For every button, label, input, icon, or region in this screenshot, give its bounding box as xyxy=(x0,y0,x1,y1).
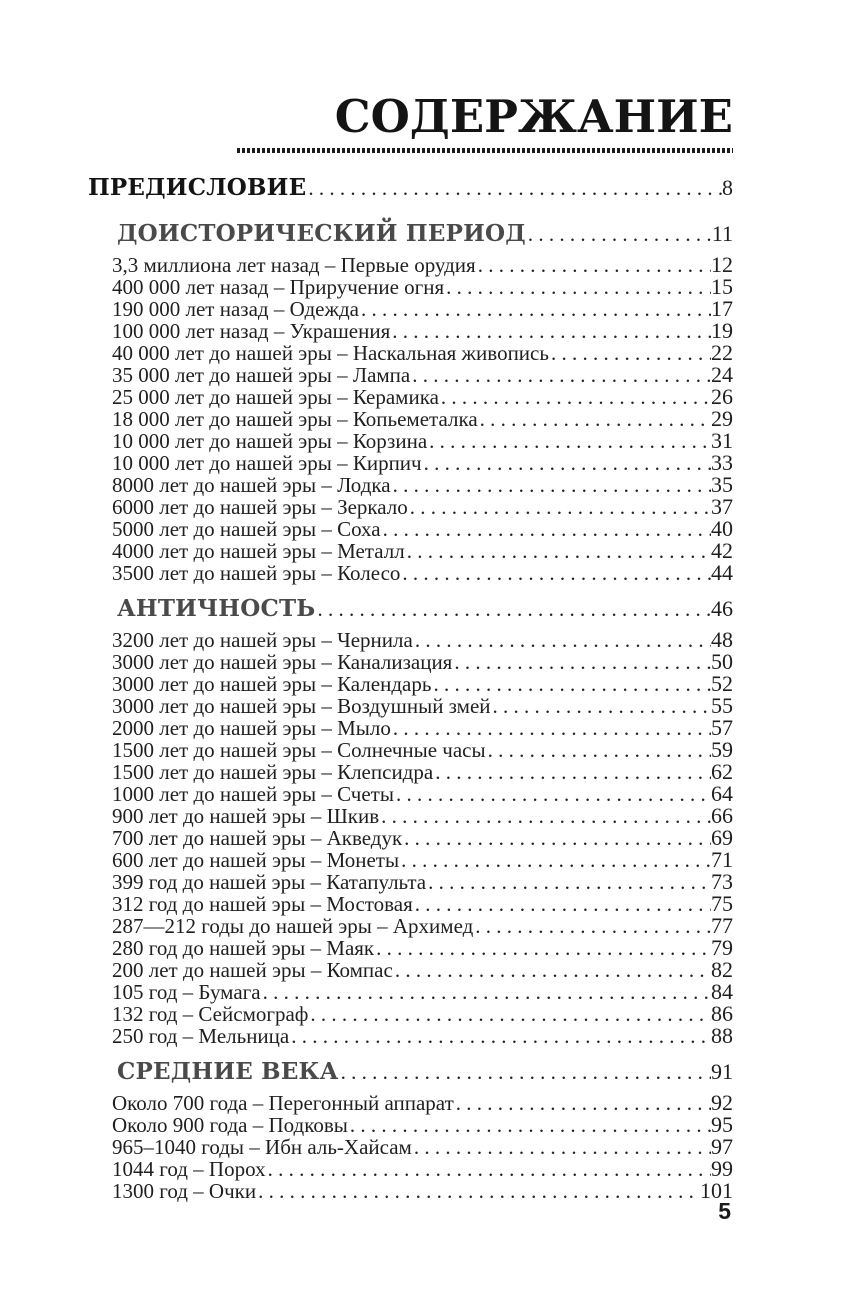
toc-entry xyxy=(112,320,733,342)
toc-entry-label: 3500 лет до нашей эры – Колесо xyxy=(112,561,401,585)
toc-entry-page: 31 xyxy=(711,428,733,453)
dot-leader xyxy=(400,562,711,584)
toc-entry-page: 71 xyxy=(711,847,733,872)
toc-entry xyxy=(112,496,733,518)
toc-entry-label: 3,3 миллиона лет назад – Первые орудия xyxy=(112,253,476,277)
dot-leader xyxy=(491,695,711,717)
toc-entry-page: 84 xyxy=(711,979,733,1004)
toc-entry xyxy=(112,673,733,695)
dot-leader xyxy=(444,276,711,298)
toc-entry-page: 55 xyxy=(711,693,733,718)
toc-entry-page: 42 xyxy=(711,538,733,563)
dot-leader xyxy=(478,408,711,430)
toc-section-header xyxy=(117,596,733,622)
toc-entry-page: 48 xyxy=(711,627,733,652)
dot-leader xyxy=(308,1003,711,1025)
toc-section-header xyxy=(117,221,733,247)
toc-entry-page: 29 xyxy=(711,406,733,431)
toc-entry xyxy=(112,1114,733,1136)
toc-entry xyxy=(112,518,733,540)
dot-leader xyxy=(266,1158,711,1180)
dot-leader xyxy=(405,540,711,562)
toc-entry-page: 77 xyxy=(711,913,733,938)
toc-entry xyxy=(112,937,733,959)
toc-entry xyxy=(112,959,733,981)
toc-entry-label: 600 лет до нашей эры – Монеты xyxy=(112,848,400,872)
toc-entry-label: 965–1040 годы – Ибн аль-Хайсам xyxy=(112,1135,412,1159)
toc-entry xyxy=(112,871,733,893)
toc-section-header xyxy=(117,1059,733,1085)
toc-entry xyxy=(112,562,733,584)
toc-entry-page: 88 xyxy=(711,1023,733,1048)
toc-entry-label: 3000 лет до нашей эры – Календарь xyxy=(112,672,432,696)
page-title: СОДЕРЖАНИЕ xyxy=(334,90,733,143)
toc-entry-label: 5000 лет до нашей эры – Соха xyxy=(112,517,381,541)
toc-entry-label: 190 000 лет назад – Одежда xyxy=(112,297,359,321)
toc-entry-page: 59 xyxy=(711,737,733,762)
toc-entry-page: 86 xyxy=(711,1001,733,1026)
dot-leader xyxy=(390,320,711,342)
toc-entry-page: 35 xyxy=(711,472,733,497)
toc-entry-label: 10 000 лет до нашей эры – Кирпич xyxy=(112,451,422,475)
dot-leader xyxy=(315,596,711,622)
dot-leader xyxy=(381,518,711,540)
toc-entry xyxy=(112,254,733,276)
toc-entry-label: 35 000 лет до нашей эры – Лампа xyxy=(112,363,411,387)
toc-entry-label: 312 год до нашей эры – Мостовая xyxy=(112,892,413,916)
toc-entry-page: 91 xyxy=(711,1059,733,1084)
toc-entry-page: 44 xyxy=(711,560,733,585)
dot-leader xyxy=(433,761,711,783)
toc-entry-label: 1500 лет до нашей эры – Клепсидра xyxy=(112,760,434,784)
dot-leader xyxy=(427,430,711,452)
toc-entry-label: 280 год до нашей эры – Маяк xyxy=(112,936,375,960)
dot-leader xyxy=(374,937,711,959)
toc-entry xyxy=(112,739,733,761)
toc-entry-page: 73 xyxy=(711,869,733,894)
toc-entry-page: 26 xyxy=(711,384,733,409)
toc-entry xyxy=(112,298,733,320)
toc-entry-page: 19 xyxy=(711,318,733,343)
toc-entry xyxy=(112,717,733,739)
toc-entry-label: 4000 лет до нашей эры – Металл xyxy=(112,539,405,563)
toc-entry-page: 8 xyxy=(722,175,733,200)
toc-entry-preface xyxy=(88,175,733,201)
toc-entry-label: 1000 лет до нашей эры – Счеты xyxy=(112,782,394,806)
dot-leader xyxy=(413,893,711,915)
dot-leader xyxy=(339,1059,711,1085)
toc-entry-label: 400 000 лет назад – Приручение огня xyxy=(112,275,445,299)
dot-leader xyxy=(526,221,712,247)
toc-entry-label: 700 лет до нашей эры – Акведук xyxy=(112,826,403,850)
toc-entry-label: 287—212 годы до нашей эры – Архимед xyxy=(112,914,474,938)
toc-entry-page: 62 xyxy=(711,759,733,784)
toc-entry-label: 40 000 лет до нашей эры – Наскальная живопись xyxy=(112,341,549,365)
toc-entry-page: 22 xyxy=(711,340,733,365)
toc-entry-page: 79 xyxy=(711,935,733,960)
dot-leader xyxy=(359,298,711,320)
toc-entry xyxy=(112,540,733,562)
toc-entry-page: 99 xyxy=(711,1156,733,1181)
toc-entry xyxy=(112,430,733,452)
dot-leader xyxy=(256,1180,700,1202)
table-of-contents xyxy=(88,175,733,1202)
dot-leader xyxy=(454,1092,711,1114)
toc-entry-page: 37 xyxy=(711,494,733,519)
toc-entry-label: 3000 лет до нашей эры – Воздушный змей xyxy=(112,694,491,718)
toc-entry xyxy=(112,783,733,805)
toc-entry-page: 95 xyxy=(711,1112,733,1137)
toc-entry-page: 46 xyxy=(711,596,733,621)
dot-leader xyxy=(439,386,711,408)
dot-leader xyxy=(452,651,711,673)
toc-entry xyxy=(112,629,733,651)
toc-entry xyxy=(112,364,733,386)
toc-entry-label: 250 год – Мельница xyxy=(112,1024,290,1048)
toc-entry xyxy=(112,408,733,430)
toc-entry xyxy=(112,474,733,496)
toc-entry-page: 75 xyxy=(711,891,733,916)
toc-entry-label: 100 000 лет назад – Украшения xyxy=(112,319,391,343)
toc-entry-label: 3000 лет до нашей эры – Канализация xyxy=(112,650,453,674)
dot-leader xyxy=(473,915,711,937)
dot-leader xyxy=(422,452,711,474)
dot-leader xyxy=(289,1025,711,1047)
toc-entry-page: 40 xyxy=(711,516,733,541)
dot-leader xyxy=(379,805,711,827)
toc-entry-label: 10 000 лет до нашей эры – Корзина xyxy=(112,429,428,453)
toc-entry xyxy=(112,827,733,849)
dot-leader xyxy=(348,1114,711,1136)
toc-entry xyxy=(112,1158,733,1180)
toc-entry-page: 24 xyxy=(711,362,733,387)
toc-entry-label: 3200 лет до нашей эры – Чернила xyxy=(112,628,413,652)
toc-entry-page: 97 xyxy=(711,1134,733,1159)
toc-entry-label: 900 лет до нашей эры – Шкив xyxy=(112,804,380,828)
toc-entry-page: 82 xyxy=(711,957,733,982)
toc-entry-page: 50 xyxy=(711,649,733,674)
dot-leader xyxy=(391,474,711,496)
toc-entry xyxy=(112,915,733,937)
toc-entry-page: 69 xyxy=(711,825,733,850)
toc-entry-label: АНТИЧНОСТЬ xyxy=(117,595,316,622)
toc-entry-page: 92 xyxy=(711,1090,733,1115)
dot-leader xyxy=(476,254,711,276)
toc-entry-label: 1300 год – Очки xyxy=(112,1179,257,1203)
dot-leader xyxy=(413,629,711,651)
toc-entry-label: 1500 лет до нашей эры – Солнечные часы xyxy=(112,738,486,762)
toc-section xyxy=(112,596,733,1047)
toc-entry-page: 101 xyxy=(700,1178,733,1203)
toc-entry xyxy=(112,761,733,783)
toc-entry xyxy=(112,342,733,364)
toc-section xyxy=(112,1059,733,1202)
toc-entry-page: 11 xyxy=(711,221,733,246)
toc-entry xyxy=(112,893,733,915)
dot-leader xyxy=(261,981,711,1003)
toc-entry-page: 64 xyxy=(711,781,733,806)
toc-entry-label: 399 год до нашей эры – Катапульта xyxy=(112,870,427,894)
toc-entry-label: 6000 лет до нашей эры – Зеркало xyxy=(112,495,408,519)
page-number: 5 xyxy=(718,1198,731,1224)
toc-entry-page: 66 xyxy=(711,803,733,828)
toc-entry-page: 15 xyxy=(711,274,733,299)
toc-entry-label: 8000 лет до нашей эры – Лодка xyxy=(112,473,391,497)
toc-entry-label: Около 700 года – Перегонный аппарат xyxy=(112,1091,454,1115)
dot-leader xyxy=(393,959,711,981)
toc-entry-label: 132 год – Сейсмограф xyxy=(112,1002,309,1026)
dot-leader xyxy=(549,342,711,364)
toc-entry-label: Около 900 года – Подковы xyxy=(112,1113,348,1137)
dot-leader xyxy=(306,175,722,201)
toc-entry-label: 2000 лет до нашей эры – Мыло xyxy=(112,716,391,740)
toc-entry xyxy=(112,805,733,827)
dot-leader xyxy=(408,496,711,518)
dot-leader xyxy=(399,849,711,871)
toc-entry xyxy=(112,1025,733,1047)
toc-entry xyxy=(112,452,733,474)
toc-entry-label: ДОИСТОРИЧЕСКИЙ ПЕРИОД xyxy=(117,220,526,247)
toc-entry-page: 33 xyxy=(711,450,733,475)
toc-entry-page: 52 xyxy=(711,671,733,696)
toc-entry xyxy=(112,981,733,1003)
toc-entry-label: 105 год – Бумага xyxy=(112,980,261,1004)
toc-sections xyxy=(88,221,733,1202)
toc-entry-page: 57 xyxy=(711,715,733,740)
toc-entry-label: СРЕДНИЕ ВЕКА xyxy=(117,1058,339,1085)
toc-entry xyxy=(112,386,733,408)
dot-leader xyxy=(426,871,711,893)
toc-entry-label: 1044 год – Порох xyxy=(112,1157,266,1181)
dot-leader xyxy=(412,1136,711,1158)
toc-entry xyxy=(112,695,733,717)
dot-leader xyxy=(431,673,711,695)
toc-entry-page: 12 xyxy=(711,252,733,277)
toc-section xyxy=(112,221,733,584)
dot-leader xyxy=(391,717,711,739)
dot-leader xyxy=(486,739,711,761)
toc-entry-label: 18 000 лет до нашей эры – Копьеметалка xyxy=(112,407,478,431)
toc-entry-label: ПРЕДИСЛОВИЕ xyxy=(88,174,307,201)
dot-leader xyxy=(410,364,711,386)
toc-entry-label: 25 000 лет до нашей эры – Керамика xyxy=(112,385,439,409)
toc-entry xyxy=(112,276,733,298)
toc-entry xyxy=(112,651,733,673)
toc-entry xyxy=(112,1092,733,1114)
dot-leader xyxy=(394,783,711,805)
toc-entry xyxy=(112,849,733,871)
toc-entry-page: 17 xyxy=(711,296,733,321)
toc-entry xyxy=(112,1136,733,1158)
dot-leader xyxy=(402,827,711,849)
toc-entry-label: 200 лет до нашей эры – Компас xyxy=(112,958,393,982)
toc-entry xyxy=(112,1003,733,1025)
title-dotted-rule xyxy=(237,148,733,153)
toc-entry xyxy=(112,1180,733,1202)
